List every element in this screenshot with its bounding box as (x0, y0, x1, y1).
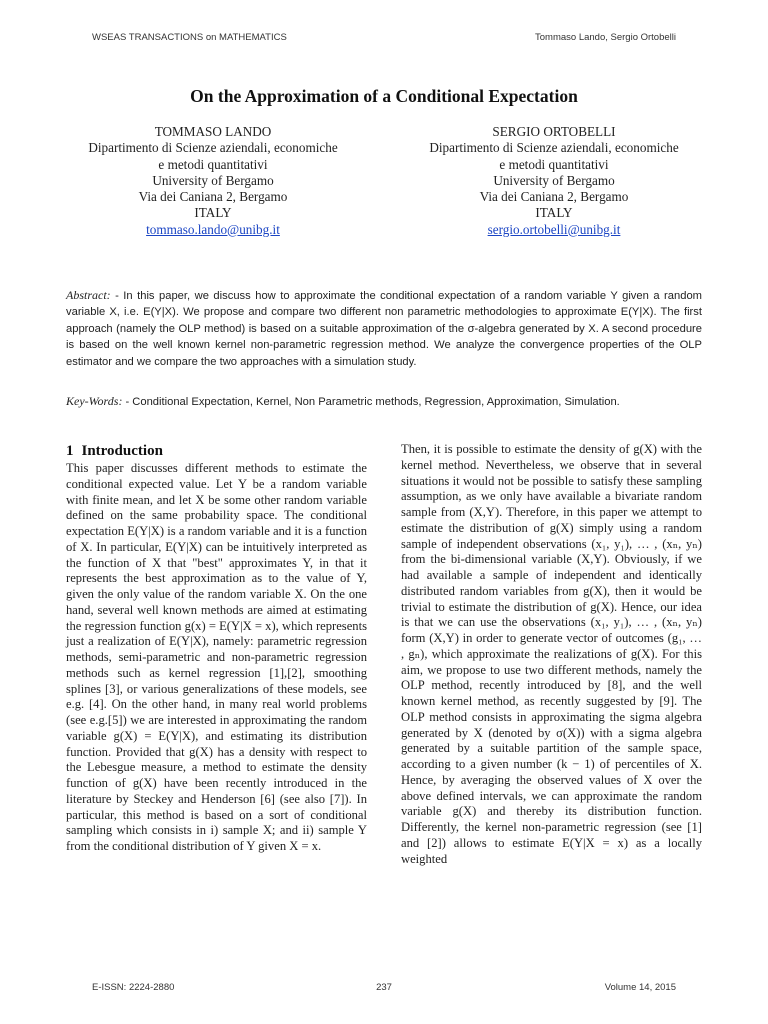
body-paragraph-left: This paper discusses different methods to estimate the conditional expected value. Let Y be a random variable with finite mean, and let X be some other random variable defined on the same probability space. The conditional expectation E(Y|X) is a random variable and it is a function of X. In particular, E(Y|X) can be intuitively interpreted as the function of X that "best" approximates Y, in that it represents the best approximation as to the value of Y, given the only value of the random variable X. On the one hand, several well known methods are aimed at estimating the regression function g(x) = E(Y|X = x), which represents just a realization of E(Y|X), namely: parametric regression methods, semi-parametric and non-parametric regression methods such as kernel regression [1],[2], smoothing splines [3], or various generalizations of these models, see e.g. [4]. On the other hand, in many real world problems (see e.g.[5]) we are interested in approximating the random variable g(X) = E(Y|X), and estimating its distribution function. Provided that g(X) has a density with respect to the Lebesgue measure, a method to estimate the density function of g(X) have been recently introduced in the literature by Steckey and Henderson [6] (see also [7]). In particular, this method is based on a sort of conditional sampling which consists in i) sample X; and ii) sample Y from the conditional distribution of Y given X = x. (66, 461, 367, 853)
author-department: Dipartimento di Scienze aziendali, economiche (429, 140, 679, 156)
author-university: University of Bergamo (493, 172, 615, 188)
section-number: 1 (66, 443, 74, 459)
journal-name: WSEAS TRANSACTIONS on MATHEMATICS (92, 32, 287, 43)
author-email-link[interactable]: sergio.ortobelli@unibg.it (487, 221, 621, 237)
header-authors: Tommaso Lando, Sergio Ortobelli (535, 32, 676, 43)
abstract-text: - In this paper, we discuss how to approximate the conditional expectation of a random variable Y given a random variable X, i.e. E(Y|X). We propose and compare two different non parametric methodologies to approximate E(Y|X). The first approach (namely the OLP method) is based on a suitable approximation of the σ-algebra generated by X. A second procedure is based on the well known kernel non-parametric regression method. We analyze the convergence properties of the OLP estimator and we compare the two approaches with a simulation study. (66, 290, 702, 368)
author-name: TOMMASO LANDO (154, 124, 272, 139)
author-block-1 (53, 124, 373, 238)
body-paragraph-right: Then, it is possible to estimate the density of g(X) with the kernel method. Nevertheless, we observe that in several situations it would not be possible to satisfy these sampling assumption, as we only have available a bivariate random sample from (X,Y). Therefore, in this paper we attempt to estimate the distribution of g(X) simply using a random sample of independent observations (x₁, y₁), … , (xₙ, yₙ) from the bi-dimensional variable (X,Y). Obviously, if we had available a sample of independent and identically distributed random variables from g(X), then it would be trivial to estimate the distribution of g(X). Hence, our idea is that we can use the observations (x₁, y₁), … , (xₙ, yₙ) form (X,Y) in order to generate vector of outcomes (g₁, … , gₙ), which approximate the realizations of g(X). For this aim, we propose to use two different methods, namely the OLP method, recently introduced by [8], and the well known kernel method, as recently suggested by [9]. The OLP method consists in approximating the sigma algebra generated by X (denoted by σ(X)) with a sigma algebra generated by a suitable partition of the sample space, according to a given number (k − 1) of percentiles of X. Hence, by averaging the observed values of X over the above defined intervals, we can approximate the random variable g(X) and thereby its distribution function. Differently, the kernel non-parametric regression (see [1] and [2]) allows to estimate E(Y|X = x) as a locally weighted (401, 442, 702, 866)
keywords (66, 394, 702, 410)
author-department-cont: e metodi quantitativi (158, 156, 268, 172)
abstract (66, 288, 702, 370)
body-column-right (401, 442, 702, 867)
page-number: 237 (376, 982, 392, 993)
author-email-link[interactable]: tommaso.lando@unibg.it (146, 221, 280, 237)
author-address: Via dei Caniana 2, Bergamo (138, 189, 288, 205)
author-block-2 (394, 124, 714, 238)
keywords-label: Key-Words: (66, 394, 123, 408)
author-name: SERGIO ORTOBELLI (492, 124, 616, 139)
author-address: Via dei Caniana 2, Bergamo (479, 189, 629, 205)
body-column-left (66, 442, 367, 855)
footer-issn: E-ISSN: 2224-2880 (92, 982, 175, 993)
footer-volume: Volume 14, 2015 (604, 982, 676, 993)
section-heading (66, 442, 367, 460)
author-country: ITALY (535, 205, 573, 221)
author-university: University of Bergamo (152, 172, 274, 188)
author-department: Dipartimento di Scienze aziendali, economiche (88, 140, 338, 156)
section-title: Introduction (81, 443, 163, 459)
author-department-cont: e metodi quantitativi (499, 156, 609, 172)
keywords-text: - Conditional Expectation, Kernel, Non Parametric methods, Regression, Approximation, Simulation. (125, 396, 620, 408)
paper-title: On the Approximation of a Conditional Expectation (190, 86, 578, 106)
abstract-label: Abstract: (66, 288, 111, 302)
author-country: ITALY (194, 205, 232, 221)
